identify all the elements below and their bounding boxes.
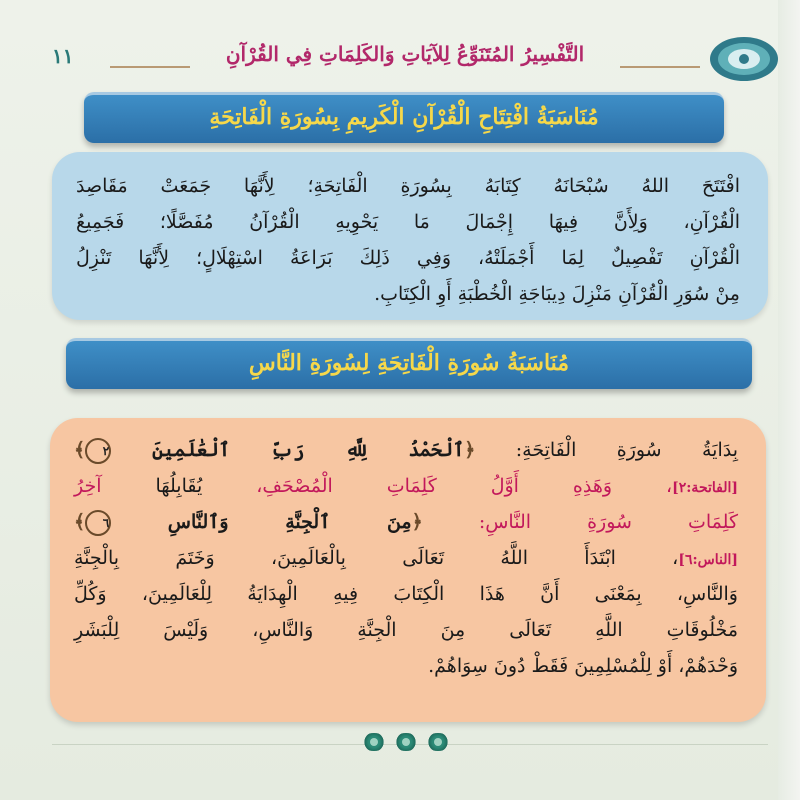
verse-bracket: ﴿ — [464, 439, 476, 461]
page-edge — [778, 0, 800, 800]
highlighted-text: كَلِمَاتِ سُورَةِ النَّاسِ: — [478, 511, 738, 533]
page-header — [20, 28, 780, 88]
ayah-number-icon: ٢ — [85, 438, 111, 464]
text-line: الْقُرْآنِ تَفْصِيلٌ لِمَا أَجْمَلَتْهُ، وَفِي ذَلِكَ بَرَاعَةُ اسْتِهْلَالٍ؛ لِأَنَّهَا تَنْزِلُ — [76, 247, 740, 269]
section-title-bar — [66, 338, 752, 389]
text-segment: بِدَايَةُ سُورَةِ الْفَاتِحَةِ: — [515, 439, 738, 461]
verse-text: ٱلْحَمْدُ لِلَّهِ رَبِّ ٱلْعَٰلَمِينَ — [152, 439, 465, 461]
text-line — [74, 432, 738, 468]
text-line — [74, 468, 738, 504]
verse-bracket: ﴿ — [411, 511, 423, 533]
verse-text: مِنَ ٱلْجِنَّةِ وَٱلنَّاسِ — [167, 511, 412, 533]
text-line: مِنْ سُوَرِ الْقُرْآنِ مَنْزِلَ دِيبَاجَةِ الْخُطْبَةِ أَوِ الْكِتَابِ. — [374, 283, 740, 305]
quran-verse — [74, 439, 475, 461]
text-line: مَخْلُوقَاتِ اللَّهِ تَعَالَى مِنَ الْجِنَّةِ وَالنَّاسِ، وَلَيْسَ لِلْبَشَرِ — [74, 619, 738, 641]
flower-icon — [425, 733, 451, 751]
flower-icon — [361, 733, 387, 751]
text-line: وَالنَّاسِ، بِمَعْنَى أَنَّ هَذَا الْكِتَابَ فِيهِ الْهِدَايَةُ لِلْعَالَمِينَ، وَكُلِّ — [74, 583, 738, 605]
text-line: وَحْدَهُمْ، أَوْ لِلْمُسْلِمِينَ فَقَطْ دُونَ سِوَاهُمْ. — [428, 655, 738, 677]
verse-reference: [الناس:٦] — [678, 552, 738, 568]
text-line — [74, 540, 738, 576]
highlighted-text: آخِرُ — [74, 475, 102, 497]
text-line — [74, 504, 738, 540]
ayah-number-icon: ٦ — [85, 510, 111, 536]
page-number: ١١ — [52, 44, 74, 68]
section-title: مُنَاسَبَةُ سُورَةِ الْفَاتِحَةِ لِسُورَةِ النَّاسِ — [248, 350, 570, 376]
verse-bracket: ﴾ — [74, 511, 86, 533]
paragraph-box — [52, 152, 768, 320]
quran-verse — [74, 511, 423, 533]
book-title: التَّفْسِيرُ المُتَنَوِّعُ لِلآيَاتِ وَالكَلِمَاتِ فِي القُرْآنِ — [225, 42, 585, 66]
verse-bracket: ﴾ — [74, 439, 86, 461]
ornament-icon — [708, 34, 780, 84]
paragraph-box — [50, 418, 766, 722]
text-line: الْقُرْآنِ، وَلِأَنَّ فِيهَا إِجْمَالَ مَا يَحْوِيهِ الْقُرْآنُ مُفَصَّلًا؛ فَجَمِيعُ — [76, 211, 740, 233]
paragraph — [76, 168, 740, 312]
verse-reference: [الفاتحة:٢] — [672, 480, 738, 496]
section-title: مُنَاسَبَةُ افْتِتَاحِ الْقُرْآنِ الْكَرِيمِ بِسُورَةِ الْفَاتِحَةِ — [209, 104, 599, 130]
section-title-bar — [84, 92, 724, 143]
header-divider — [620, 66, 700, 68]
paragraph — [74, 432, 738, 684]
highlighted-text: ، وَهَذِهِ أَوَّلُ كَلِمَاتِ الْمُصْحَفِ، — [256, 475, 673, 497]
text-segment: ، ابْتَدَأَ اللَّهُ تَعَالَى بِالْعَالَمِينَ، وَخَتَمَ بِالْجِنَّةِ — [74, 547, 679, 569]
text-segment: يُقَابِلُهَا — [101, 475, 257, 497]
header-divider — [110, 66, 190, 68]
flower-icon — [393, 733, 419, 751]
footer-ornament — [355, 733, 451, 753]
text-line: افْتَتَحَ اللهُ سُبْحَانَهُ كِتَابَهُ بِسُورَةِ الْفَاتِحَةِ؛ لِأَنَّهَا جَمَعَتْ مَقَاصِدَ — [76, 175, 740, 197]
